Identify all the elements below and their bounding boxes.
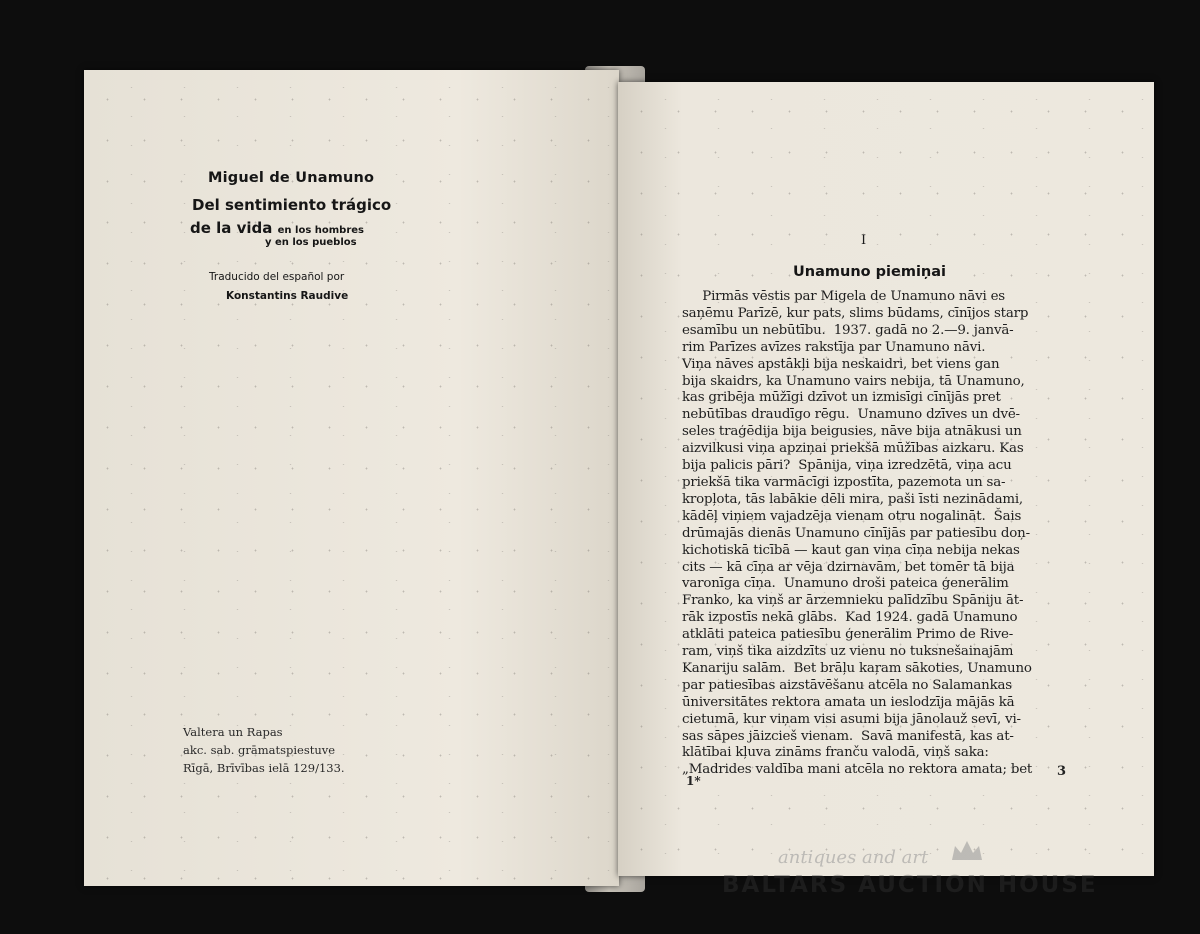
watermark-text: antiques and art: [778, 847, 929, 868]
printer-imprint: [183, 723, 345, 777]
text-line: kas gribēja mūžīgi dzīvot un izmisīgi cīnījās pret: [682, 390, 1001, 406]
text-line: cits — kā cīņa ar vēja dzirnavām, bet tomēr tā bija: [682, 559, 1015, 575]
page-number: 3: [1057, 764, 1067, 779]
author-name: Miguel de Unamuno: [208, 170, 375, 186]
translator-name: Konstantins Raudive: [226, 290, 349, 302]
book-title-line2-small: en los hombres: [277, 225, 364, 236]
book-title-line1: Del sentimiento trágico: [192, 196, 392, 214]
text-line: rim Parīzes avīzes rakstīja par Unamuno nāvi.: [682, 339, 986, 355]
chapter-title: Unamuno piemiņai: [793, 264, 946, 280]
text-line: ram, viņš tika aizdzīts uz vienu no tuksnešainajām: [682, 644, 1014, 660]
text-line: bija palicis pāri? Spānija, viņa izredzētā, viņa acu: [682, 458, 1012, 474]
text-line: saņēmu Parīzē, kur pats, slims būdams, cīnījos starp: [682, 305, 1029, 321]
text-line: Kanariju salām. Bet brāļu kaŗam sākoties, Unamuno: [682, 660, 1032, 676]
left-page: [84, 70, 619, 886]
text-line: klātībai kļuva zināms franču valodā, viņš saka:: [682, 745, 989, 761]
translated-by-label: Traducido del español por: [209, 271, 345, 283]
text-line: sas sāpes jāizcieš vienam. Savā manifestā, kas at-: [682, 728, 1014, 744]
chapter-number: I: [861, 233, 867, 248]
text-line: Viņa nāves apstākļi bija neskaidri, bet viens gan: [682, 356, 1000, 372]
text-line: nebūtības draudīgo rēgu. Unamuno dzīves un dvē-: [682, 407, 1020, 423]
text-line: aizvilkusi viņa apziņai priekšā mūžības aizkaru. Kas: [682, 441, 1024, 457]
book-title-line2-main: de la vida: [190, 219, 273, 237]
text-line: esamību un nebūtību. 1937. gadā no 2.—9. janvā-: [682, 322, 1014, 338]
watermark-auction-house: BALTARS AUCTION HOUSE: [722, 872, 1098, 898]
text-line: ūniversitātes rektora amata un ieslodzīja mājās kā: [682, 694, 1015, 710]
signature-mark: 1*: [686, 774, 701, 788]
text-line: kropļota, tās labākie dēli mira, paši īsti nezinādami,: [682, 491, 1023, 507]
text-line: Pirmās vēstis par Migela de Unamuno nāvi es: [682, 289, 1005, 304]
text-line: cietumā, kur viņam visi asumi bija jānolauž sevī, vi-: [682, 711, 1021, 727]
text-line: rāk izpostīs nekā glābs. Kad 1924. gadā Unamuno: [682, 610, 1018, 626]
crown-icon: [950, 838, 984, 864]
imprint-line: Valtera un Rapas: [183, 725, 283, 739]
imprint-line: akc. sab. grāmatspiestuve: [183, 743, 336, 757]
book-title-line3: y en los pueblos: [265, 237, 357, 248]
text-line: Franko, ka viņš ar ārzemnieku palīdzību Spāniju āt-: [682, 593, 1024, 609]
text-line: drūmajās dienās Unamuno cīnījās par patiesību doņ-: [682, 525, 1030, 541]
chapter-body-text: [682, 289, 1070, 779]
text-line: atklāti pateica patiesību ģenerālim Primo de Rive-: [682, 627, 1014, 643]
text-line: bija skaidrs, ka Unamuno vairs nebija, tā Unamuno,: [682, 373, 1025, 389]
imprint-line: Rīgā, Brīvības ielā 129/133.: [183, 761, 345, 775]
text-line: seles traģēdija bija beigusies, nāve bija atnākusi un: [682, 424, 1022, 440]
text-line: kichotiskā ticībā — kaut gan viņa cīņa nebija nekas: [682, 542, 1020, 558]
text-line: „Madrides valdība mani atcēla no rektora amata; bet: [682, 762, 1033, 778]
text-line: priekšā tika varmācīgi izpostīta, pazemota un sa-: [682, 474, 1006, 490]
book-title-line2: [190, 219, 364, 237]
text-line: kādēļ viņiem vajadzēja vienam otru nogalināt. Šais: [682, 508, 1022, 524]
text-line: varonīga cīņa. Unamuno droši pateica ģenerālim: [682, 576, 1009, 592]
text-line: par patiesības aizstāvēšanu atcēla no Salamankas: [682, 677, 1012, 693]
